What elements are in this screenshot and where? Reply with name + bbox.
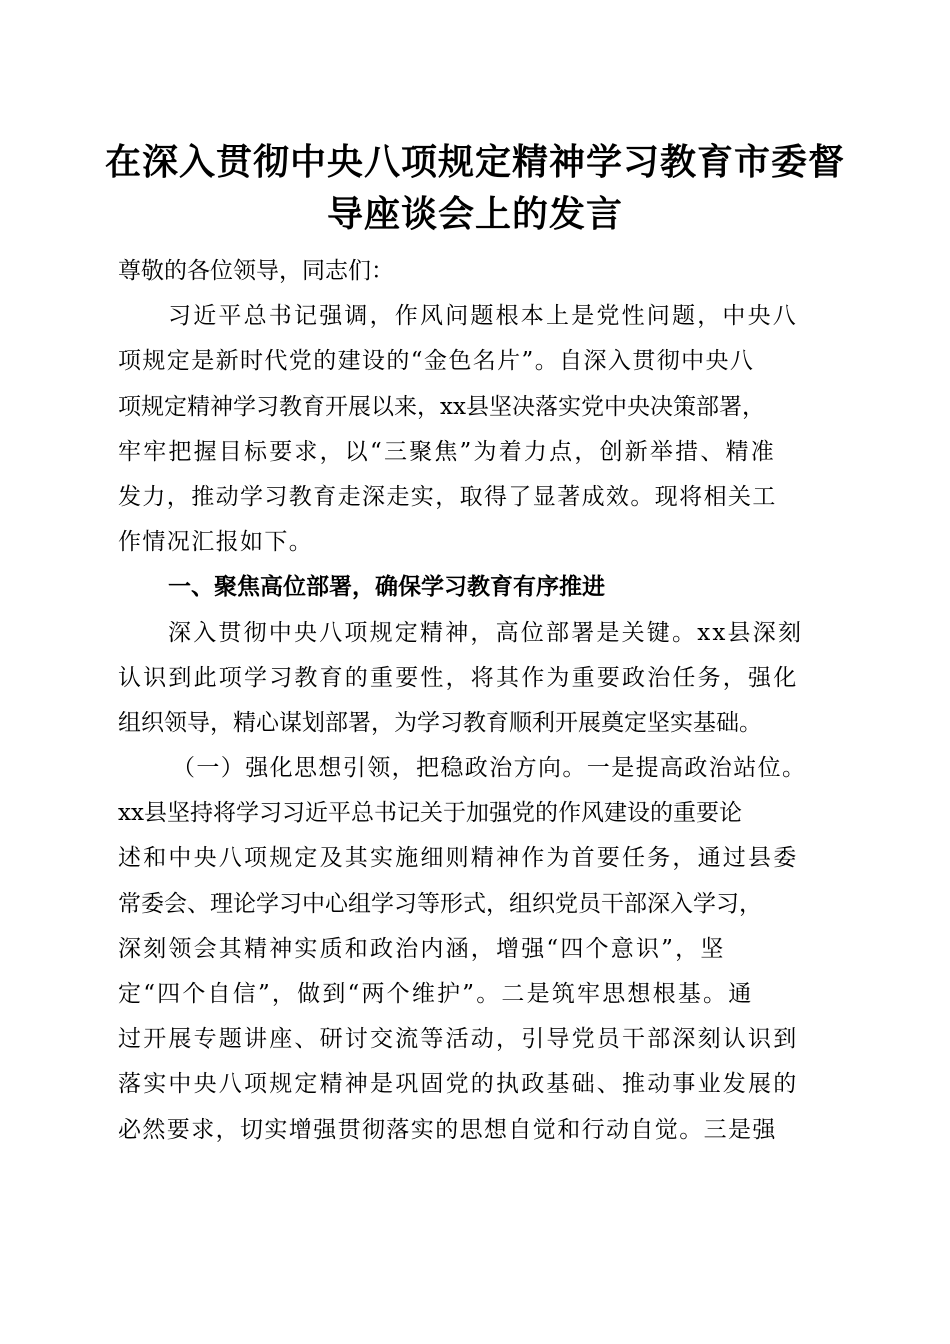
subsection1-paragraph [118, 746, 830, 1153]
paragraph-line: 项规定是新时代党的建设的“金色名片”。自深入贯彻中央八 [118, 348, 755, 375]
paragraph-line: 深刻领会其精神实质和政治内涵，增强“四个意识”，坚 [118, 935, 726, 962]
paragraph-line: 发力，推动学习教育走深走实，取得了显著成效。现将相关工 [118, 483, 777, 510]
paragraph-line: xx县坚持将学习习近平总书记关于加强党的作风建设的重要论 [118, 800, 742, 827]
title-line-2: 导座谈会上的发言 [326, 193, 623, 235]
paragraph-line: 必然要求，切实增强贯彻落实的思想自觉和行动自觉。三是强 [118, 1116, 777, 1143]
paragraph-line: 项规定精神学习教育开展以来，xx县坚决落实党中央决策部署， [118, 393, 765, 420]
title-line-1: 在深入贯彻中央八项规定精神学习教育市委督 [104, 141, 845, 183]
section-heading: 一、聚焦高位部署，确保学习教育有序推进 [168, 574, 605, 601]
section1-paragraph [118, 611, 830, 747]
salutation: 尊敬的各位领导，同志们： [118, 258, 394, 284]
paragraph-line: 习近平总书记强调，作风问题根本上是党性问题，中央八 [168, 303, 798, 330]
document-body [118, 249, 830, 1153]
paragraph-line: 定“四个自信”，做到“两个维护”。二是筑牢思想根基。通 [118, 981, 754, 1007]
intro-paragraph [118, 294, 830, 565]
document-title [80, 136, 870, 240]
paragraph-line: 深入贯彻中央八项规定精神，高位部署是关键。xx县深刻 [168, 619, 804, 646]
paragraph-line: 认识到此项学习教育的重要性，将其作为重要政治任务，强化 [118, 664, 799, 691]
paragraph-line: 作情况汇报如下。 [118, 529, 314, 556]
paragraph-line: （一）强化思想引领，把稳政治方向。一是提高政治站位。 [172, 755, 807, 782]
paragraph-line: 常委会、理论学习中心组学习等形式，组织党员干部深入学习， [118, 890, 762, 917]
paragraph-line: 述和中央八项规定及其实施细则精神作为首要任务，通过县委 [118, 845, 799, 872]
paragraph-line: 落实中央八项规定精神是巩固党的执政基础、推动事业发展的 [118, 1071, 799, 1098]
paragraph-line: 组织领导，精心谋划部署，为学习教育顺利开展奠定坚实基础。 [118, 709, 762, 736]
paragraph-line: 过开展专题讲座、研讨交流等活动，引导党员干部深刻认识到 [118, 1026, 799, 1053]
paragraph-line: 牢牢把握目标要求，以“三聚焦”为着力点，创新举措、精准 [118, 438, 776, 465]
